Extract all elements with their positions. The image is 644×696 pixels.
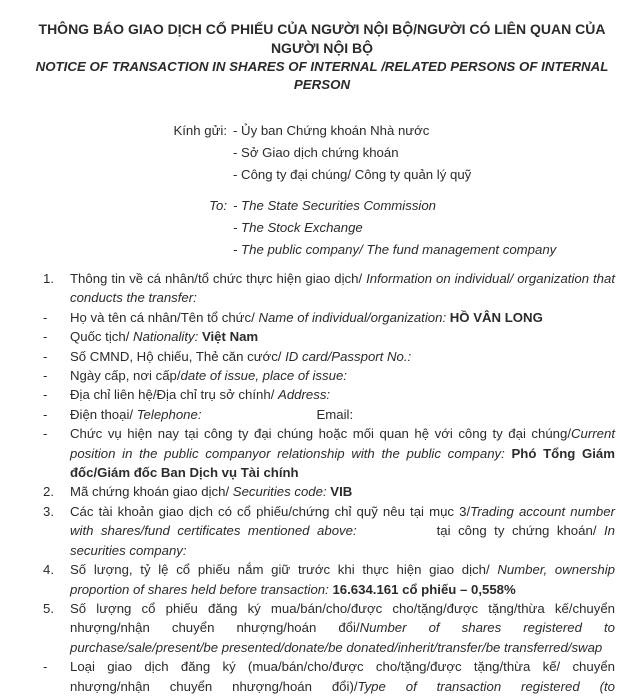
text-segment: Loại giao dịch đăng ký (mua/bán/cho/được cho/tặng/được tặng/thừa kế/ chuyển nhượng/nhận chuyển nhượng/hoán đổi)/	[70, 659, 615, 694]
text-segment: tại công ty chứng khoán/	[436, 523, 604, 539]
recipient-line: - The State Securities Commission	[233, 198, 437, 213]
text-segment: Current position in the public companyor relationship with the public company:	[70, 426, 615, 461]
row-text	[70, 424, 615, 482]
text-segment: Trading account number with shares/fund certificates mentioned above:	[70, 503, 615, 539]
row-marker: 4.	[43, 562, 54, 578]
recipients-vi-label: Kính gửi:	[173, 123, 227, 138]
row-marker: -	[43, 329, 48, 345]
blank-space	[357, 521, 437, 522]
text-segment: Điện thoại/	[70, 406, 137, 422]
row-text	[70, 482, 615, 501]
text-segment: VIB	[330, 484, 353, 500]
list-row	[43, 657, 615, 696]
text-segment: Nationality:	[133, 329, 202, 345]
recipient-line: - Sở Giao dịch chứng khoán	[233, 145, 399, 160]
row-text	[70, 502, 615, 560]
text-segment: Việt Nam	[201, 329, 259, 345]
row-text	[70, 657, 615, 696]
row-marker: -	[43, 426, 48, 442]
recipients-vi	[170, 120, 644, 186]
row-marker: 2.	[43, 484, 54, 500]
text-segment: Các tài khoản giao dịch có cổ phiếu/chứng chỉ quỹ nêu tại mục 3/	[70, 503, 471, 519]
text-segment: Type of transaction registered (to	[357, 678, 615, 694]
text-segment: Name of individual/organization:	[258, 309, 450, 325]
text-segment: date of issue, place of issue:	[180, 368, 347, 384]
list-row	[43, 308, 615, 327]
text-segment: Địa chỉ liên hệ/Địa chỉ trụ sở chính/	[70, 387, 279, 403]
text-segment: Mã chứng khoán giao dịch/	[70, 484, 233, 500]
list-row	[43, 385, 615, 404]
row-marker: -	[43, 659, 48, 675]
text-segment: Thông tin về cá nhân/tổ chức thực hiện giao dịch/	[70, 271, 367, 286]
text-segment: Number, ownership proportion of shares held before transaction:	[70, 562, 615, 597]
row-marker: -	[43, 387, 48, 403]
list-row	[43, 405, 615, 424]
row-text	[70, 405, 615, 424]
recipient-line: - Công ty đại chúng/ Công ty quản lý quỹ	[233, 167, 472, 182]
row-text	[70, 560, 615, 599]
row-text	[70, 599, 615, 657]
row-text	[70, 327, 615, 346]
list-row	[43, 560, 615, 599]
row-text	[70, 308, 615, 327]
row-marker: -	[43, 368, 48, 384]
text-segment: Chức vụ hiện nay tại công ty đại chúng hoặc mối quan hệ với công ty đại chúng/	[70, 426, 572, 442]
text-segment: HỒ VÂN LONG	[449, 309, 543, 325]
row-marker: 5.	[43, 600, 54, 616]
text-segment: Securities code:	[232, 484, 331, 500]
row-marker: -	[43, 348, 48, 364]
text-segment: Number of shares registered to purchase/sale/present/be presented/donate/be donated/inherit/transfer/be transferred/swap	[70, 620, 615, 655]
document-header	[24, 20, 620, 94]
recipient-line: - The public company/ The fund management company	[233, 242, 557, 257]
text-segment: Address:	[278, 387, 331, 403]
row-text	[70, 269, 615, 308]
text-segment: Số CMND, Hộ chiếu, Thẻ căn cước/	[70, 348, 286, 364]
list-row	[43, 599, 615, 657]
document-title-en: NOTICE OF TRANSACTION IN SHARES OF INTERNAL /RELATED PERSONS OF INTERNAL PERSON	[35, 59, 609, 92]
text-segment: Phó Tổng Giám đốc/Giám đốc Ban Dịch vụ Tài chính	[70, 445, 615, 481]
list-row	[43, 269, 615, 308]
blank-space	[202, 405, 317, 406]
row-text	[70, 385, 615, 404]
recipient-line: - Ủy ban Chứng khoán Nhà nước	[233, 123, 430, 138]
text-segment: Ngày cấp, nơi cấp/	[70, 368, 181, 384]
recipient-line: - The Stock Exchange	[233, 220, 363, 235]
text-segment: 16.634.161 cổ phiếu – 0,558%	[332, 581, 516, 597]
list-row	[43, 347, 615, 366]
list-row	[43, 482, 615, 501]
text-segment: In securities company:	[70, 523, 615, 558]
row-marker: -	[43, 406, 48, 422]
text-segment: Họ và tên cá nhân/Tên tổ chức/	[70, 309, 259, 325]
row-marker: -	[43, 309, 48, 325]
list-row	[43, 424, 615, 482]
row-text	[70, 366, 615, 385]
text-segment: ID card/Passport No.:	[285, 348, 412, 364]
items-list	[43, 269, 615, 696]
text-segment: Số lượng, tỷ lệ cổ phiếu nắm giữ trước khi thực hiện giao dịch/	[70, 562, 498, 578]
list-row	[43, 327, 615, 346]
list-row	[43, 366, 615, 385]
document-page	[0, 20, 644, 696]
recipients-en-label: To:	[209, 198, 227, 213]
recipients-en	[170, 195, 644, 261]
text-segment: Quốc tịch/	[70, 329, 134, 345]
text-segment: Email:	[316, 406, 354, 422]
recipients-en-items	[233, 195, 556, 261]
recipients-vi-items	[233, 120, 471, 186]
text-segment: Information on individual/ organization that conducts the transfer:	[70, 271, 615, 306]
row-text	[70, 347, 615, 366]
row-marker: 1.	[43, 271, 54, 286]
row-marker: 3.	[43, 503, 54, 519]
text-segment: Số lượng cổ phiếu đăng ký mua/bán/cho/được cho/tặng/được tặng/thừa kế/chuyển nhượng/nhận chuyển nhượng/hoán đổi/	[70, 600, 615, 636]
document-title-vi: THÔNG BÁO GIAO DỊCH CỔ PHIẾU CỦA NGƯỜI NỘI BỘ/NGƯỜI CÓ LIÊN QUAN CỦA NGƯỜI NỘI BỘ	[38, 21, 606, 56]
list-row	[43, 502, 615, 560]
text-segment: Telephone:	[136, 406, 202, 422]
